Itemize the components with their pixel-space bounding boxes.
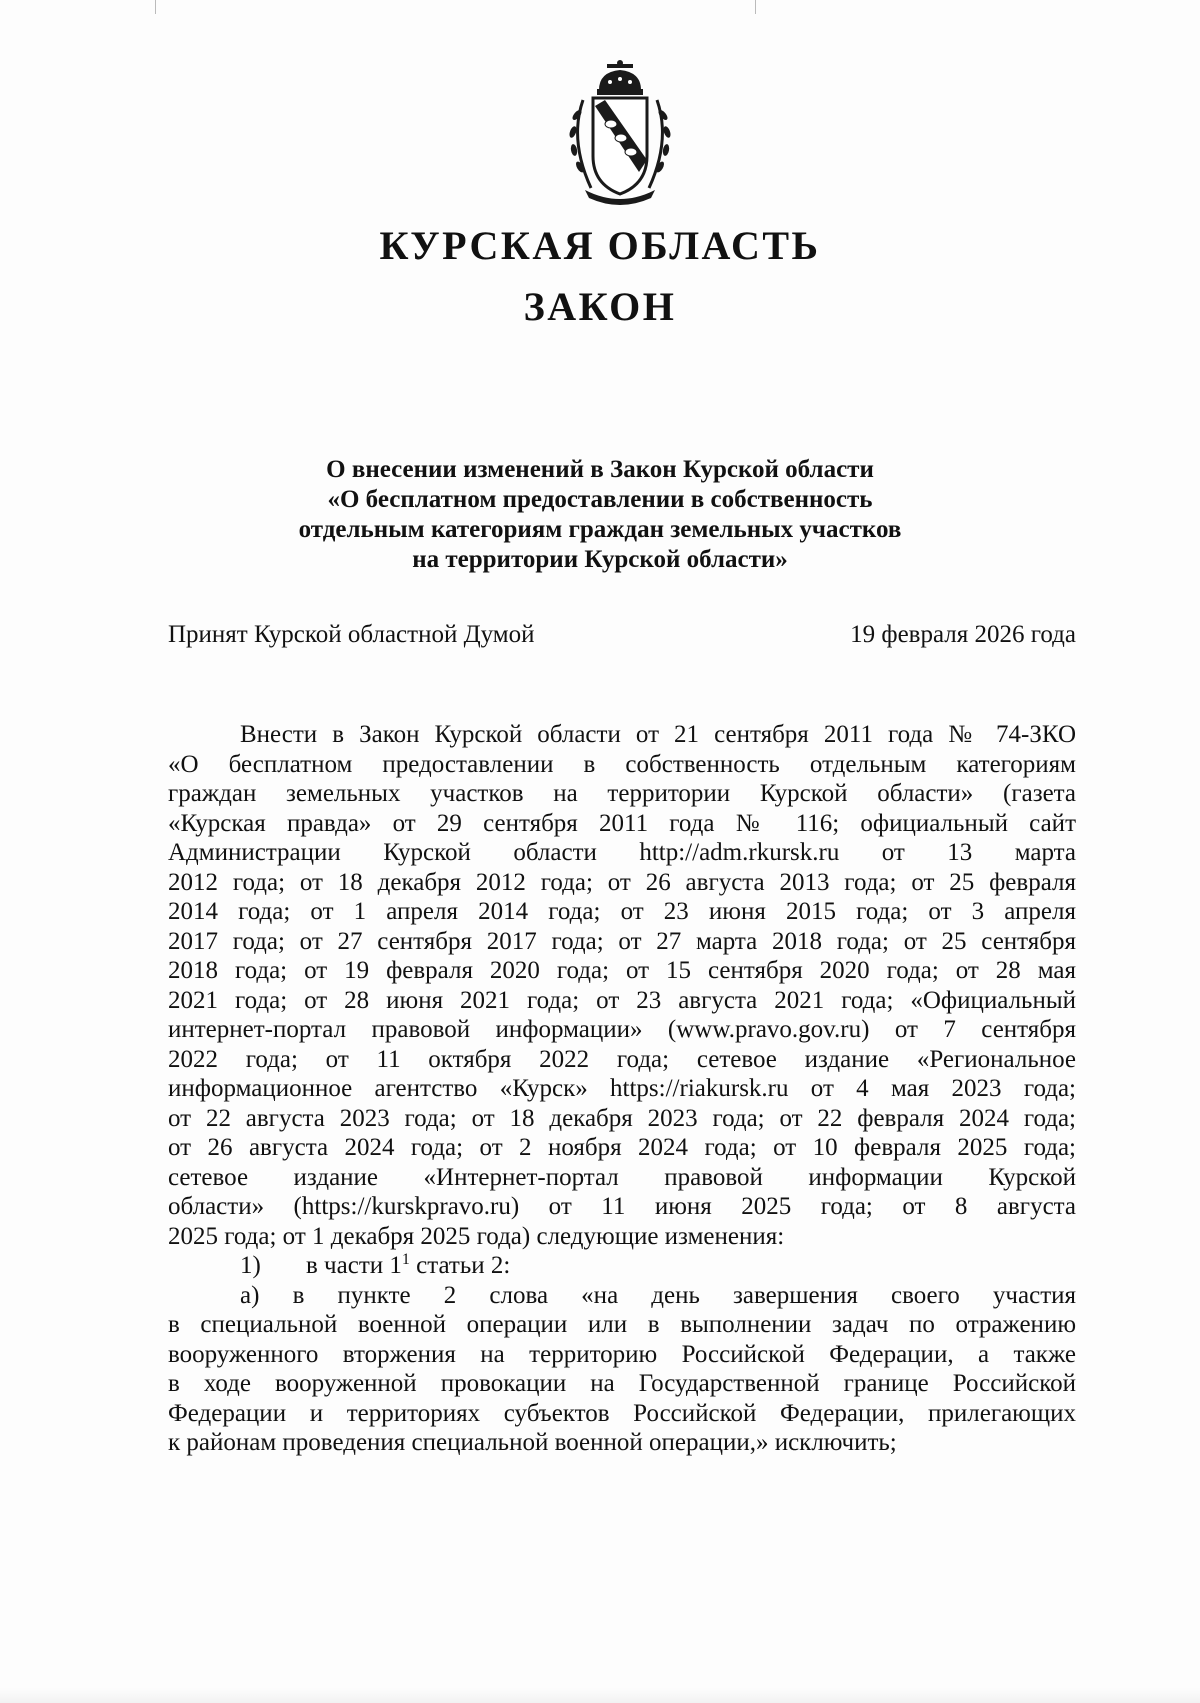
text-line: Федерации и территориях субъектов Российской Федерации, прилегающих xyxy=(168,1399,1076,1427)
item-superscript: 1 xyxy=(401,1251,410,1268)
text-line: Администрации Курской области http://adm.rkursk.ru от 13 марта xyxy=(168,839,1076,866)
text-line: вооруженного вторжения на территорию Российской Федерации, а также xyxy=(168,1340,1076,1368)
text-line: области» (https://kurskpravo.ru) от 11 июня 2025 года; от 8 августа xyxy=(168,1193,1076,1220)
text-line: а) в пункте 2 слова «на день завершения своего участия xyxy=(240,1281,1076,1309)
law-title-line: отдельным категориям граждан земельных участков xyxy=(298,516,902,543)
text-line: к районам проведения специальной военной операции,» исключить; xyxy=(168,1429,897,1456)
text-line: интернет-портал правовой информации» (www.pravo.gov.ru) от 7 сентября xyxy=(168,1016,1076,1043)
text-line: 2021 года; от 28 июня 2021 года; от 23 августа 2021 года; «Официальный xyxy=(168,986,1076,1014)
text-line: информационное агентство «Курск» https://riakursk.ru от 4 мая 2023 года; xyxy=(168,1075,1076,1102)
text-line: 2012 года; от 18 декабря 2012 года; от 26 августа 2013 года; от 25 февраля xyxy=(168,868,1076,896)
item-number: 1) xyxy=(240,1252,261,1279)
law-title-line: «О бесплатном предоставлении в собственность xyxy=(327,486,873,513)
text-line: от 22 августа 2023 года; от 18 декабря 2023 года; от 22 февраля 2024 года; xyxy=(168,1104,1076,1132)
text-line: от 26 августа 2024 года; от 2 ноября 2024 года; от 10 февраля 2025 года; xyxy=(168,1134,1076,1161)
text-line: 2018 года; от 19 февраля 2020 года; от 15 сентября 2020 года; от 28 мая xyxy=(168,957,1076,984)
preamble-paragraph xyxy=(168,720,1076,1251)
coat-of-arms-icon xyxy=(555,60,685,210)
scan-artifact xyxy=(155,0,156,14)
adoption-date: 19 февраля 2026 года xyxy=(850,621,1076,648)
document-type-heading: ЗАКОН xyxy=(523,284,677,329)
item-text-tail: статьи 2: xyxy=(409,1252,511,1279)
law-title-line: О внесении изменений в Закон Курской области xyxy=(326,456,874,483)
law-body xyxy=(168,720,1076,1458)
text-line: сетевое издание «Интернет-портал правовой информации Курской xyxy=(168,1163,1076,1191)
list-item-1 xyxy=(168,1251,1076,1281)
text-line: 2025 года; от 1 декабря 2025 года) следующие изменения: xyxy=(168,1222,785,1250)
text-line: 2022 года; от 11 октября 2022 года; сетевое издание «Региональное xyxy=(168,1045,1076,1073)
region-heading: КУРСКАЯ ОБЛАСТЬ xyxy=(379,223,821,268)
item-text: в части 1 xyxy=(306,1252,402,1279)
text-line: «О бесплатном предоставлении в собственность отдельным категориям xyxy=(168,750,1076,778)
law-title-line: на территории Курской области» xyxy=(412,546,788,573)
text-line: «Курская правда» от 29 сентября 2011 года № 116; официальный сайт xyxy=(168,809,1076,837)
law-title xyxy=(150,455,1050,575)
text-line: 2017 года; от 27 сентября 2017 года; от 27 марта 2018 года; от 25 сентября xyxy=(168,927,1076,955)
text-line: в специальной военной операции или в выполнении задач по отражению xyxy=(168,1311,1076,1338)
adopted-by: Принят Курской областной Думой xyxy=(168,621,535,648)
text-line: Внести в Закон Курской области от 21 сентября 2011 года № 74-ЗКО xyxy=(240,721,1076,748)
coat-of-arms-emblem xyxy=(555,60,685,210)
text-line: 2014 года; от 1 апреля 2014 года; от 23 июня 2015 года; от 3 апреля xyxy=(168,898,1076,925)
scan-artifact xyxy=(755,0,756,14)
subitem-a-paragraph xyxy=(168,1281,1076,1458)
text-line: в ходе вооруженной провокации на Государственной границе Российской xyxy=(168,1370,1076,1397)
scan-bottom-edge xyxy=(0,1688,1200,1703)
text-line: граждан земельных участков на территории Курской области» (газета xyxy=(168,780,1076,807)
